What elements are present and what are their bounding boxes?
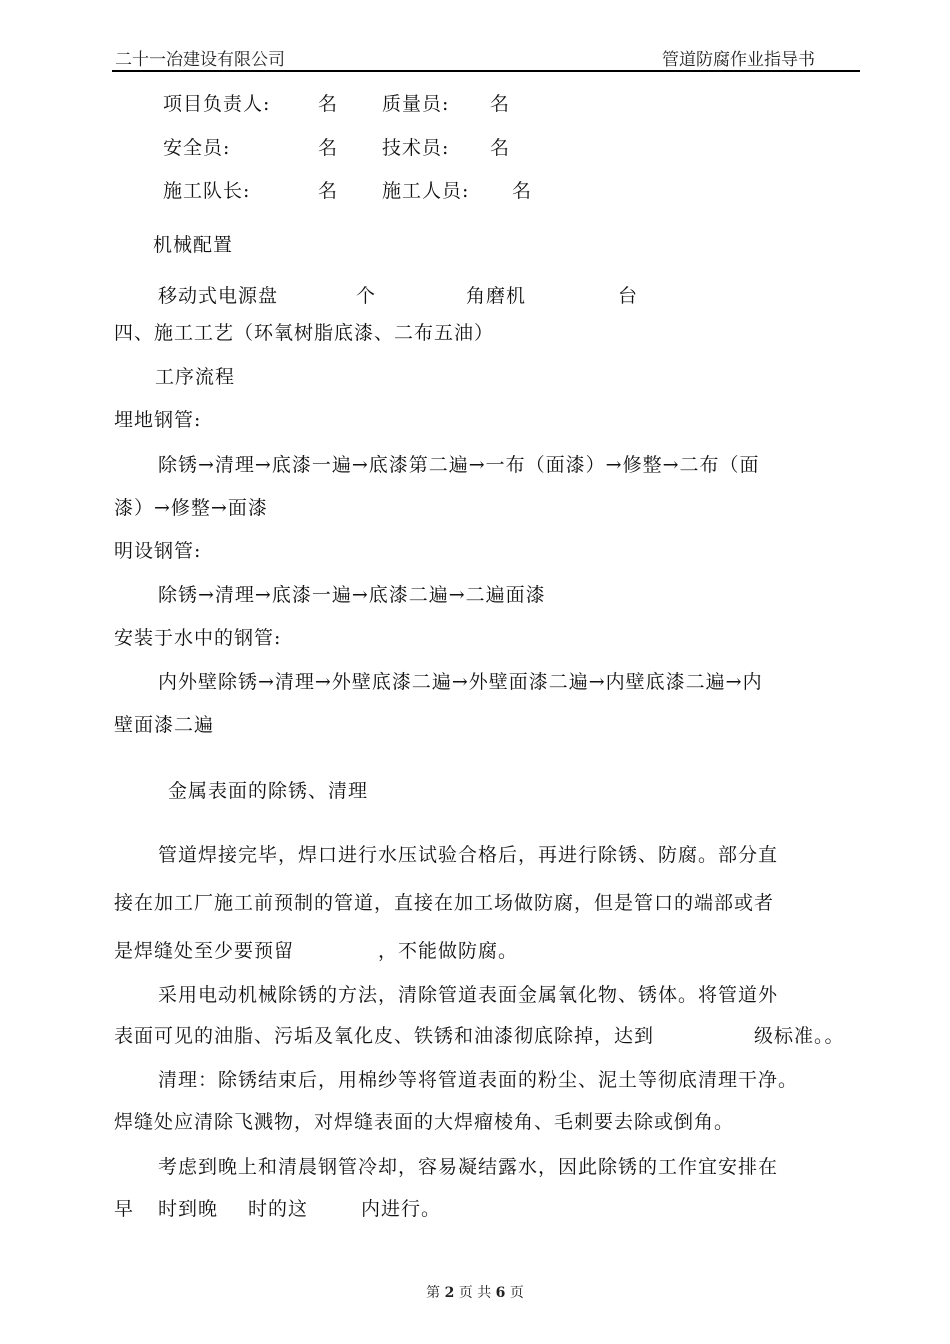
staff-workers-unit: 名 <box>512 180 533 202</box>
rust-p3-line1: 清理：除锈结束后，用棉纱等将管道表面的粉尘、泥土等彻底清理干净。 <box>158 1069 799 1091</box>
footer-suffix: 页 <box>509 1285 524 1301</box>
footer-prefix: 第 <box>426 1285 441 1301</box>
staff-safety-label: 安全员: <box>163 137 231 159</box>
flow-heading: 工序流程 <box>155 366 236 388</box>
machinery-item-power: 移动式电源盘 <box>158 285 279 307</box>
staff-team-leader-label: 施工队长: <box>163 180 251 202</box>
staff-team-leader-unit: 名 <box>318 180 339 202</box>
rust-p1-line2: 接在加工厂施工前预制的管道，直接在加工场做防腐，但是管口的端部或者 <box>114 892 775 914</box>
staff-quality-label: 质量员: <box>382 93 450 115</box>
buried-pipe-label: 埋地钢管: <box>114 409 202 431</box>
staff-project-manager-unit: 名 <box>318 93 339 115</box>
header-doc-title: 管道防腐作业指导书 <box>662 50 815 70</box>
machinery-unit-power: 个 <box>356 285 377 307</box>
header-company: 二十一冶建设有限公司 <box>115 50 285 70</box>
machinery-item-grinder: 角磨机 <box>466 285 527 307</box>
buried-pipe-flow-line1: 除锈→清理→底漆一遍→底漆第二遍→一布（面漆）→修整→二布（面 <box>158 454 760 476</box>
rust-p3-line2: 焊缝处应清除飞溅物，对焊缝表面的大焊瘤棱角、毛刺要去除或倒角。 <box>114 1111 735 1133</box>
staff-technician-unit: 名 <box>490 137 511 159</box>
underwater-pipe-flow-line1: 内外壁除锈→清理→外壁底漆二遍→外壁面漆二遍→内壁底漆二遍→内 <box>158 671 763 693</box>
machinery-unit-grinder: 台 <box>618 285 639 307</box>
rust-p2-line2b: 级标准。。 <box>754 1025 845 1047</box>
rust-p4-line2d: 内进行。 <box>361 1198 442 1220</box>
buried-pipe-flow-line2: 漆）→修整→面漆 <box>114 497 268 519</box>
footer-total-pages: 6 <box>495 1285 506 1301</box>
rust-p4-line2a: 早 <box>114 1198 135 1220</box>
rust-p1-line1: 管道焊接完毕，焊口进行水压试验合格后，再进行除锈、防腐。部分直 <box>158 844 779 866</box>
footer-middle: 页 共 <box>458 1285 492 1301</box>
rust-p2-line2a: 表面可见的油脂、污垢及氧化皮、铁锈和油漆彻底除掉，达到 <box>114 1025 655 1047</box>
machinery-heading: 机械配置 <box>153 234 234 256</box>
staff-project-manager-label: 项目负责人: <box>163 93 271 115</box>
rust-p4-line2c: 时的这 <box>248 1198 309 1220</box>
section4-heading: 四、施工工艺（环氧树脂底漆、二布五油） <box>114 322 495 344</box>
rust-p1-line3b: ，不能做防腐。 <box>378 940 519 962</box>
underwater-pipe-label: 安装于水中的钢管: <box>114 627 282 649</box>
rust-p2-line1: 采用电动机械除锈的方法，清除管道表面金属氧化物、锈体。将管道外 <box>158 984 779 1006</box>
rust-p4-line2b: 时到晚 <box>158 1198 219 1220</box>
staff-quality-unit: 名 <box>490 93 511 115</box>
rust-p1-line3a: 是焊缝处至少要预留 <box>114 940 295 962</box>
exposed-pipe-flow: 除锈→清理→底漆一遍→底漆二遍→二遍面漆 <box>158 584 546 606</box>
header-rule <box>112 70 860 72</box>
exposed-pipe-label: 明设钢管: <box>114 540 202 562</box>
staff-safety-unit: 名 <box>318 137 339 159</box>
page-footer <box>0 1282 950 1302</box>
rust-heading: 金属表面的除锈、清理 <box>168 780 369 802</box>
staff-technician-label: 技术员: <box>382 137 450 159</box>
footer-page-number: 2 <box>444 1285 455 1301</box>
staff-workers-label: 施工人员: <box>382 180 470 202</box>
underwater-pipe-flow-line2: 壁面漆二遍 <box>114 714 215 736</box>
rust-p4-line1: 考虑到晚上和清晨钢管冷却，容易凝结露水，因此除锈的工作宜安排在 <box>158 1156 779 1178</box>
